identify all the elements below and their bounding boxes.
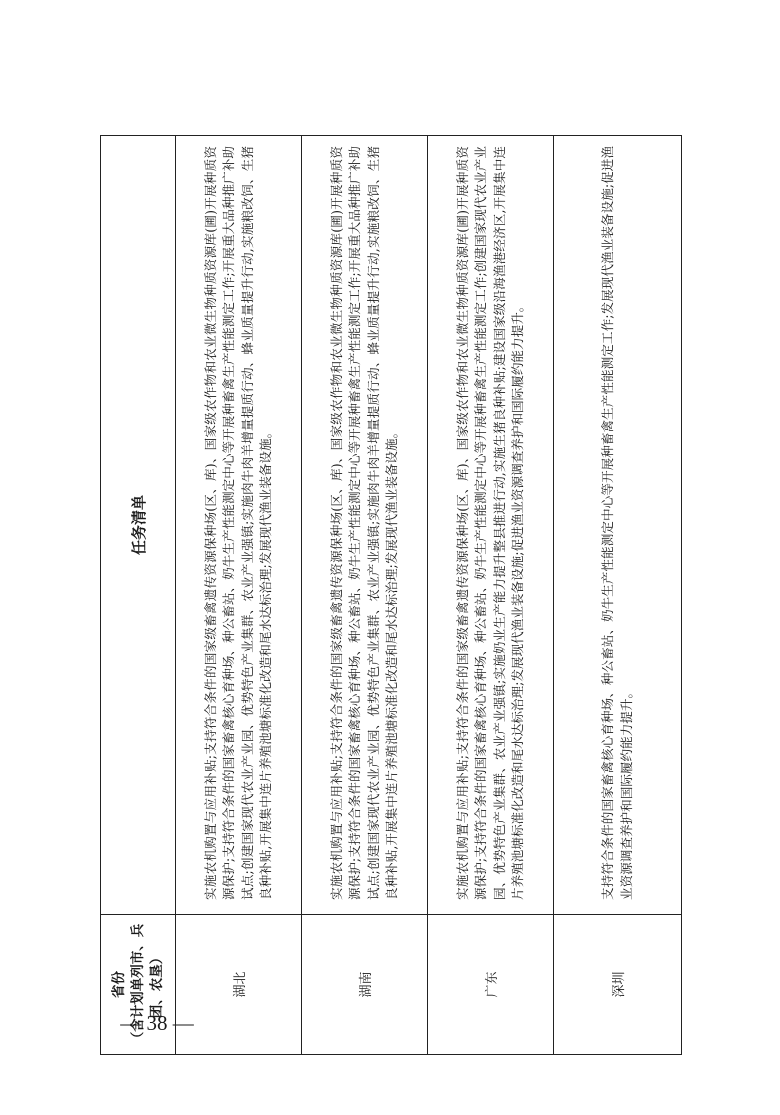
table-row xyxy=(302,136,428,1055)
tasks-cell: 实施农机购置与应用补贴;支持符合条件的国家级畜禽遗传资源保种场(区、库)、国家级农作物和农业微生物种质资源库(圃)开展种质资源保护;支持符合条件的国家畜禽核心育种场、种公畜站、奶牛生产性能测定中心等开展种畜禽生产性能测定工作;开展重大品种推广补助试点;创建国家现代农业产业园、优势特色产业集群、农业产业强镇;实施肉牛肉羊增量提质行动、蜂业质量提升行动,实施粮改饲、生猪良种补贴,开展集中连片养殖池塘标准化改造和尾水达标治理;发展现代渔业装备设施。 xyxy=(176,136,302,915)
tasks-cell: 实施农机购置与应用补贴;支持符合条件的国家级畜禽遗传资源保种场(区、库)、国家级农作物和农业微生物种质资源库(圃)开展种质资源保护;支持符合条件的国家畜禽核心育种场、种公畜站、奶牛生产性能测定中心等开展种畜禽生产性能测定工作;开展重大品种推广补助试点;创建国家现代农业产业园、优势特色产业集群、农业产业强镇;实施肉牛肉羊增量提质行动、蜂业质量提升行动,实施粮改饲、生猪良种补贴,开展集中连片养殖池塘标准化改造和尾水达标治理;发展现代渔业装备设施。 xyxy=(302,136,428,915)
header-province-label: 省份 （含计划单列市、兵团、农垦） xyxy=(110,923,165,1046)
table-row xyxy=(554,136,682,1055)
province-cell: 湖南 xyxy=(302,915,428,1055)
header-task-list xyxy=(101,136,176,915)
table-row xyxy=(176,136,302,1055)
header-task-list-label: 任务清单 xyxy=(129,495,148,556)
page-number: — 38 — xyxy=(120,1011,194,1035)
tasks-cell: 实施农机购置与应用补贴;支持符合条件的国家级畜禽遗传资源保种场(区、库)、国家级农作物和农业微生物种质资源库(圃)开展种质资源保护;支持符合条件的国家畜禽核心育种场、种公畜站、奶牛生产性能测定中心等开展种畜禽生产性能测定工作;创建国家现代农业产业园、优势特色产业集群、农业产业强镇;实施奶业生产能力提升整县推进行动,实施生猪良种补贴;建设国家级沿海渔港经济区,开展集中连片养殖池塘标准化改造和尾水达标治理;发展现代渔业装备设施;促进渔业资源调查养护和国际履约能力提升。 xyxy=(428,136,554,915)
header-province xyxy=(101,915,176,1055)
table-header-row xyxy=(101,136,176,1055)
province-cell: 深圳 xyxy=(554,915,682,1055)
tasks-cell: 支持符合条件的国家畜禽核心育种场、种公畜站、奶牛生产性能测定中心等开展种畜禽生产性能测定工作;发展现代渔业装备设施;促进渔业资源调查养护和国际履约能力提升。 xyxy=(554,136,682,915)
task-list-table xyxy=(100,135,682,1055)
table-row xyxy=(428,136,554,1055)
province-cell: 湖北 xyxy=(176,915,302,1055)
task-list-table-container xyxy=(100,135,680,1055)
province-cell: 广东 xyxy=(428,915,554,1055)
